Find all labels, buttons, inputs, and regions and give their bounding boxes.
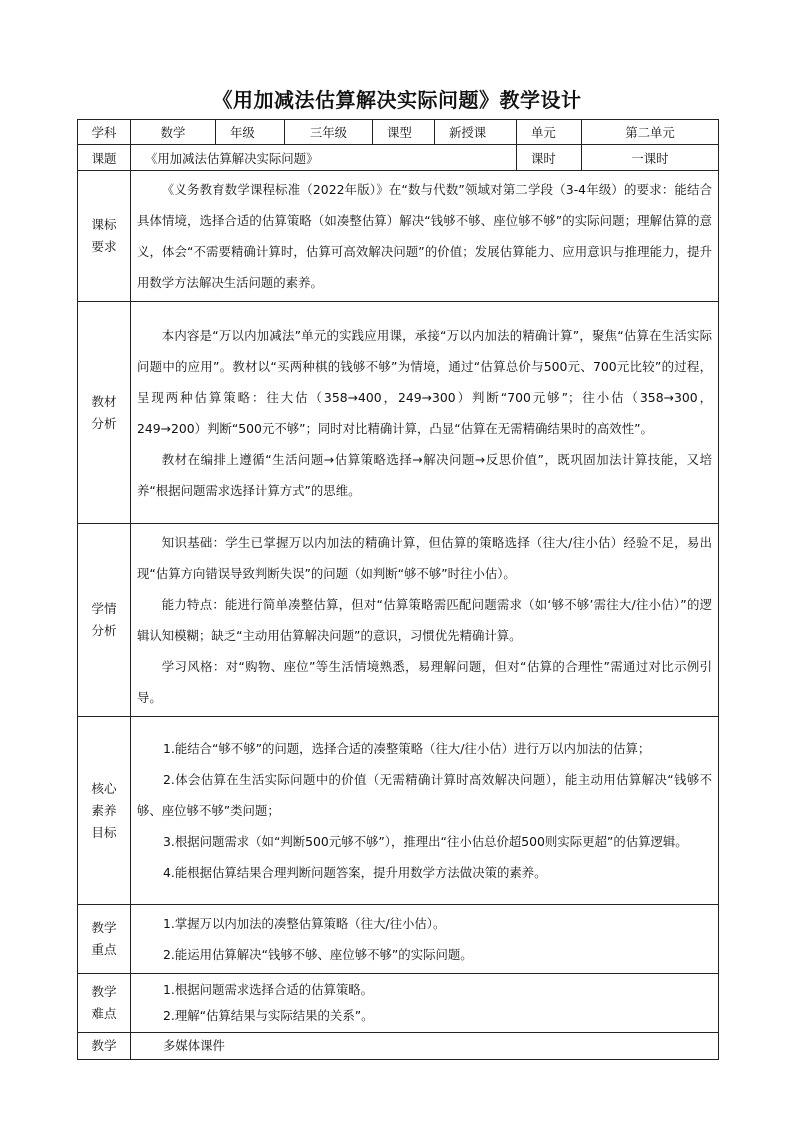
objectives-row bbox=[78, 717, 719, 905]
class-hours-label: 课时 bbox=[517, 145, 582, 171]
standards-text: 《义务教育数学课程标准（2022年版）》在“数与代数”领域对第二学段（3-4年级）的要求：能结合具体情境，选择合适的估算策略（如凑整估算）解决“钱够不够、座位够不够”的实际问题；理解估算的意义，体会“不需要精确计算时，估算可高效解决问题”的价值；发展估算能力、应用意识与推理能力，提升用数学方法解决生活问题的素养。 bbox=[137, 182, 712, 290]
textbook-paragraph: 本内容是“万以内加减法”单元的实践应用课，承接“万以内加法的精确计算”，聚焦“估算在生活实际问题中的应用”。教材以“买两种棋的钱够不够”为情境，通过“估算总价与500元、700元比较”的过程，呈现两种估算策略：往大估（358→400，249→300）判断“700元够”；往小估（358→300，249→200）判断“500元不够”；同时对比精确计算，凸显“估算在无需精确结果时的高效性”。 bbox=[137, 327, 712, 436]
objective-item: 1.能结合“够不够”的问题，选择合适的凑整策略（往大/往小估）进行万以内加法的估算； bbox=[163, 741, 651, 756]
textbook-analysis-row bbox=[78, 302, 719, 524]
objective-item: 3.根据问题需求（如“判断500元够不够”），推理出“往小估总价超500则实际更超”的估算逻辑。 bbox=[163, 834, 688, 849]
resources-content bbox=[131, 1033, 719, 1060]
key-points-content bbox=[131, 905, 719, 974]
resources-row bbox=[78, 1033, 719, 1060]
objective-item: 4.能根据估算结果合理判断问题答案，提升用数学方法做决策的素养。 bbox=[163, 865, 547, 880]
difficulty-item: 1.根据问题需求选择合适的估算策略。 bbox=[163, 982, 374, 997]
objectives-content bbox=[131, 717, 719, 905]
topic-label: 课题 bbox=[78, 145, 131, 171]
learner-analysis-label: 学情 分析 bbox=[78, 524, 131, 717]
lesson-type-label: 课型 bbox=[373, 120, 435, 145]
topic-row bbox=[78, 145, 719, 171]
key-points-label: 教学 重点 bbox=[78, 905, 131, 974]
key-point-item: 1.掌握万以内加法的凑整估算策略（往大/往小估）。 bbox=[163, 916, 446, 931]
subject-label: 学科 bbox=[78, 120, 131, 145]
topic-value: 《用加减法估算解决实际问题》 bbox=[131, 145, 517, 171]
key-point-item: 2.能运用估算解决“钱够不够、座位够不够”的实际问题。 bbox=[163, 947, 473, 962]
learner-analysis-content bbox=[131, 524, 719, 717]
resources-text: 多媒体课件 bbox=[163, 1038, 225, 1053]
grade-value: 三年级 bbox=[285, 120, 373, 145]
lesson-type-value: 新授课 bbox=[435, 120, 517, 145]
header-row bbox=[78, 120, 719, 145]
textbook-analysis-content bbox=[131, 302, 719, 524]
class-hours-value: 一课时 bbox=[582, 145, 719, 171]
learner-paragraph: 知识基础：学生已掌握万以内加法的精确计算，但估算的策略选择（往大/往小估）经验不足，易出现“估算方向错误导致判断失误”的问题（如判断“够不够”时往小估）。 bbox=[137, 535, 712, 581]
difficulties-content bbox=[131, 974, 719, 1033]
learner-paragraph: 能力特点：能进行简单凑整估算，但对“估算策略需匹配问题需求（如‘够不够’需往大/往小估）”的逻辑认知模糊；缺乏“主动用估算解决问题”的意识，习惯优先精确计算。 bbox=[137, 597, 712, 643]
grade-label: 年级 bbox=[216, 120, 285, 145]
learner-analysis-row bbox=[78, 524, 719, 717]
unit-value: 第二单元 bbox=[582, 120, 719, 145]
difficulties-row bbox=[78, 974, 719, 1033]
resources-label: 教学 bbox=[78, 1033, 131, 1060]
standards-label: 课标 要求 bbox=[78, 171, 131, 302]
learner-paragraph: 学习风格：对“购物、座位”等生活情境熟悉，易理解问题，但对“估算的合理性”需通过对比示例引导。 bbox=[137, 659, 712, 705]
page-title: 《用加减法估算解决实际问题》教学设计 bbox=[212, 88, 582, 112]
textbook-analysis-label: 教材 分析 bbox=[78, 302, 131, 524]
textbook-paragraph: 教材在编排上遵循“生活问题→估算策略选择→解决问题→反思价值”，既巩固加法计算技能，又培养“根据问题需求选择计算方式”的思维。 bbox=[137, 451, 712, 498]
difficulty-item: 2.理解“估算结果与实际结果的关系”。 bbox=[163, 1008, 374, 1023]
subject-value: 数学 bbox=[131, 120, 216, 145]
unit-label: 单元 bbox=[517, 120, 582, 145]
objective-item: 2.体会估算在生活实际问题中的价值（无需精确计算时高效解决问题），能主动用估算解决“钱够不够、座位够不够”类问题； bbox=[137, 772, 712, 818]
difficulties-label: 教学 难点 bbox=[78, 974, 131, 1033]
key-points-row bbox=[78, 905, 719, 974]
objectives-label: 核心 素养 目标 bbox=[78, 717, 131, 905]
standards-row bbox=[78, 171, 719, 302]
standards-content bbox=[131, 171, 719, 302]
lesson-plan-table bbox=[77, 119, 719, 1060]
